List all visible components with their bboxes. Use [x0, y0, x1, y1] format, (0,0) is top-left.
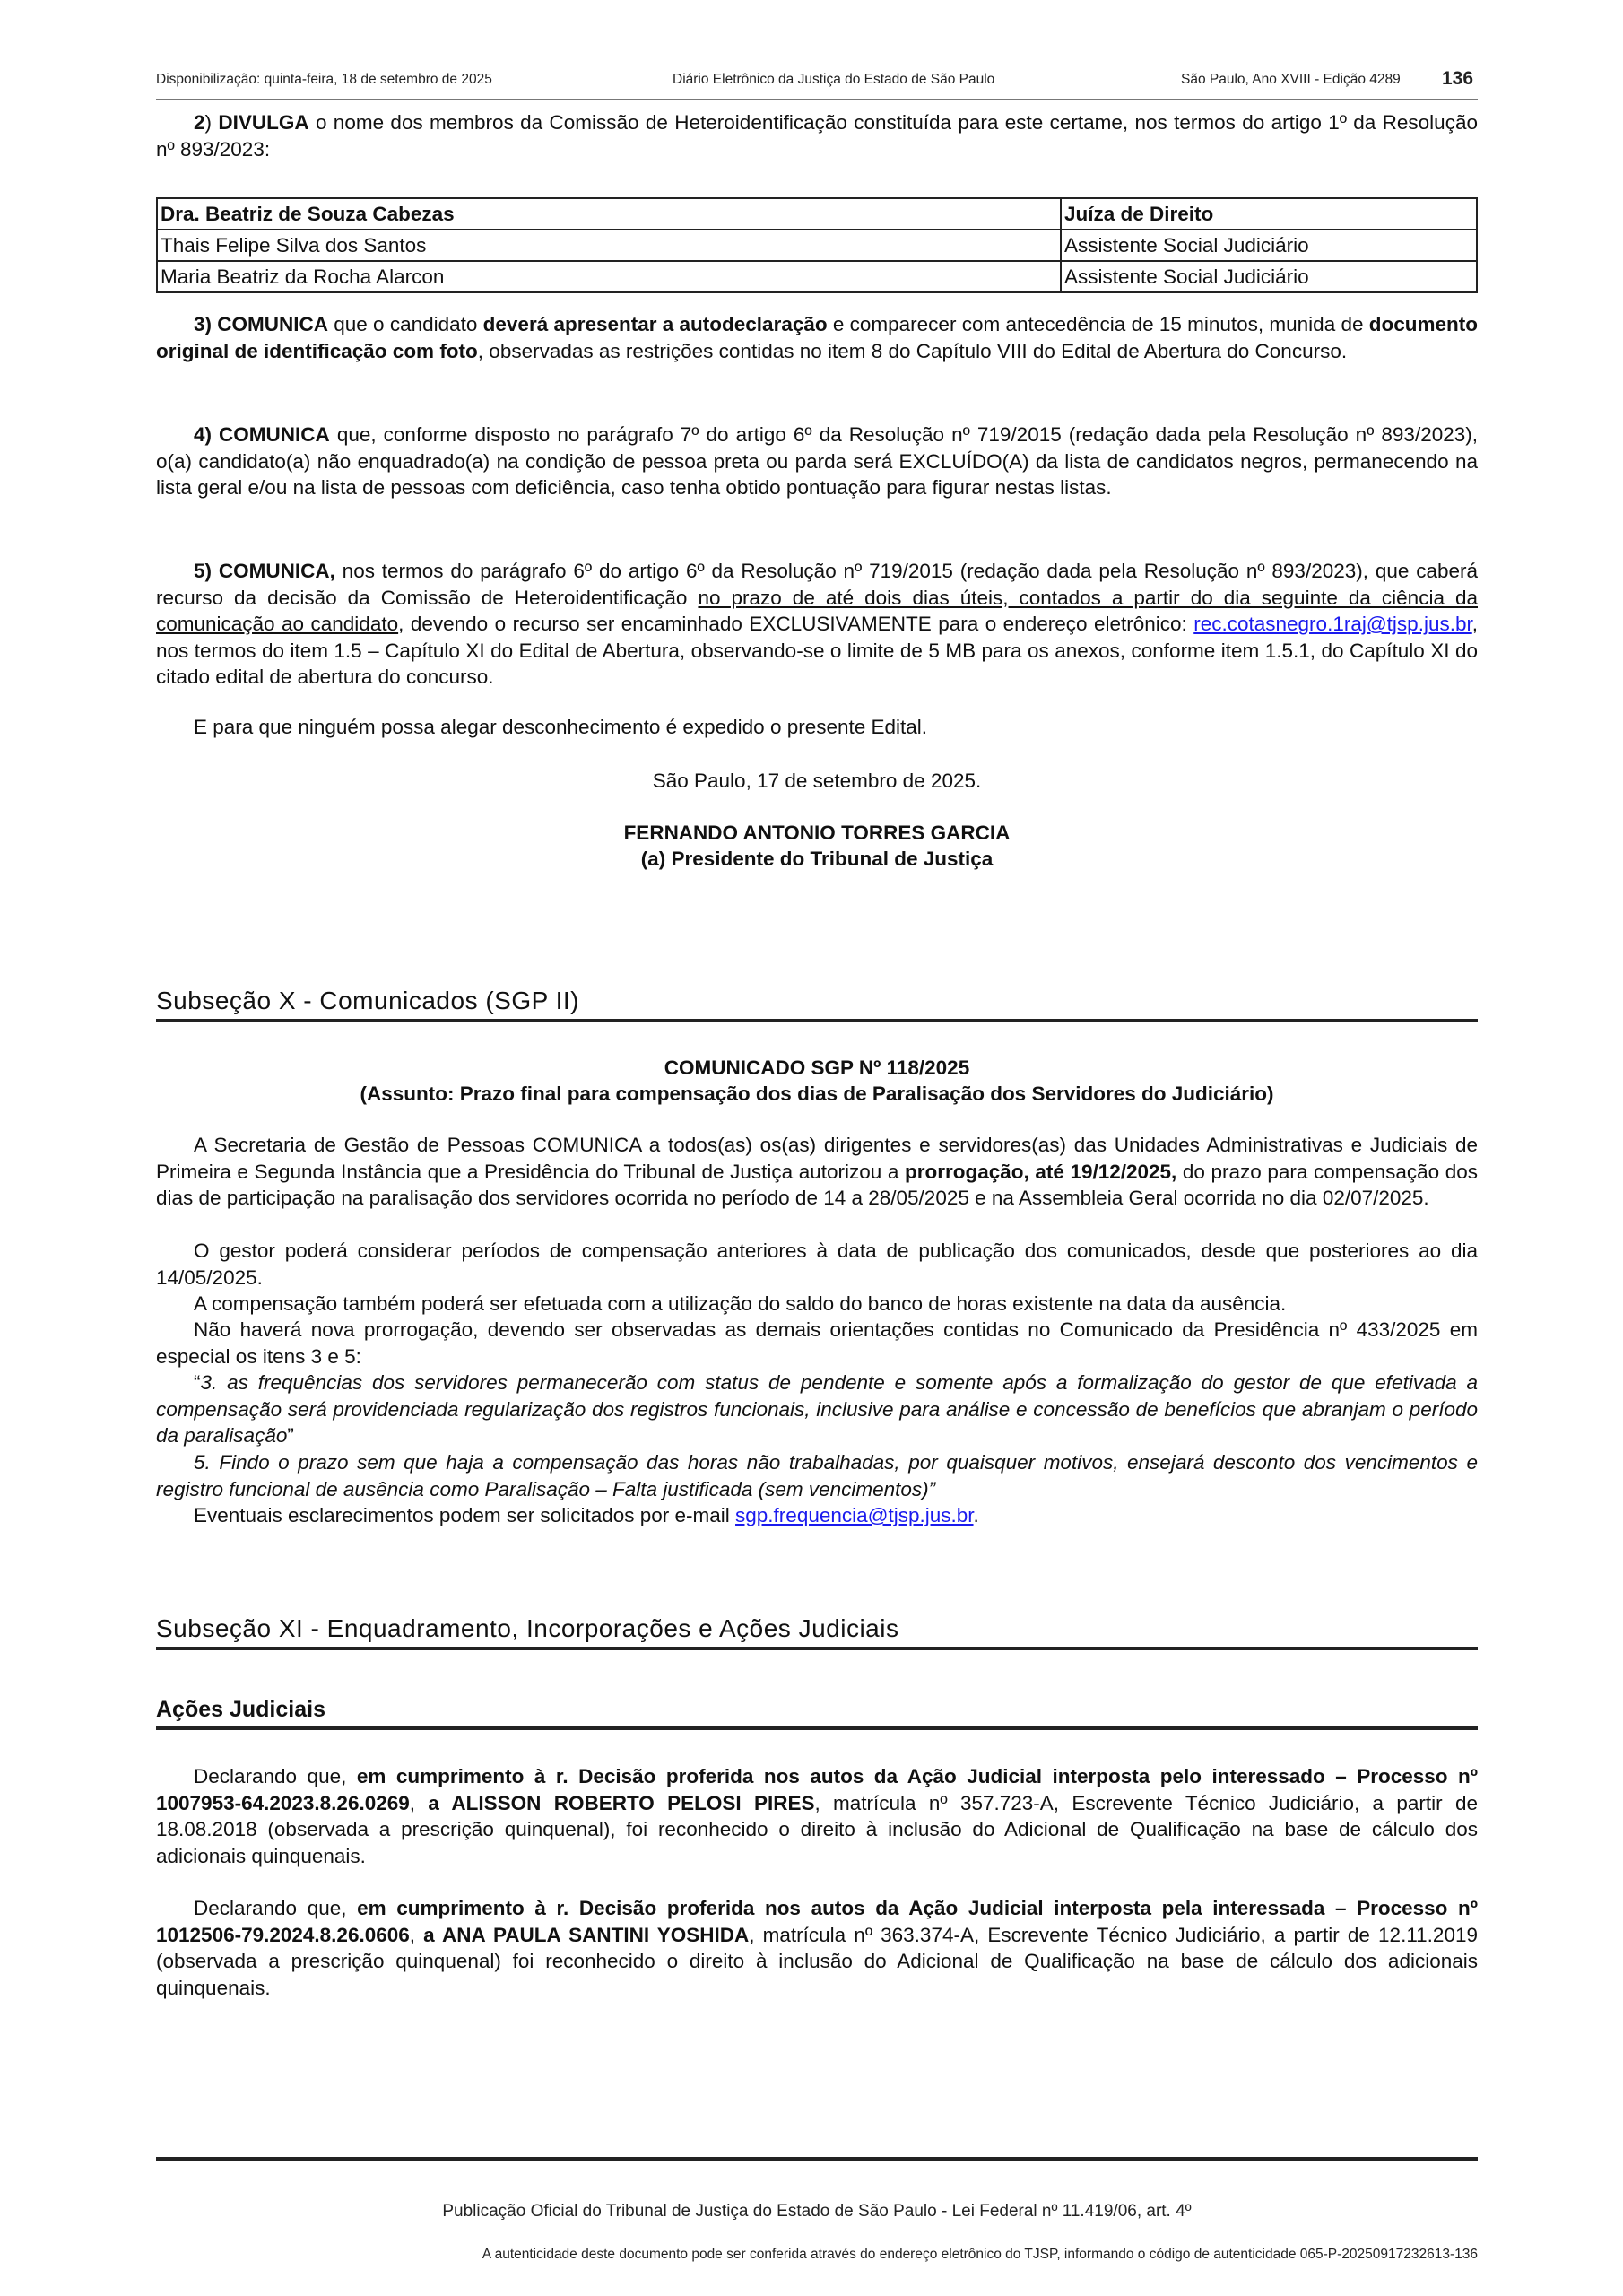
- item-3-text: , observadas as restrições contidas no item 8 do Capítulo VIII do Edital de Abertura do Concurso.: [477, 339, 1348, 362]
- quoted-item-3: [156, 1370, 1478, 1449]
- item-5-text: , nos termos do item 1.5 – Capítulo XI do Edital de Abertura, observando-se o limite de 5 MB para os anexos, conforme item 1.5.1, do Capítulo XI do citado edital de abertura do concurso.: [156, 613, 1478, 688]
- comunicado-paragraph-2: O gestor poderá considerar períodos de compensação anteriores à data de publicação dos comunicados, desde que posteriores ao dia 14/05/2025.: [156, 1239, 1478, 1289]
- item-2-verb: DIVULGA: [218, 111, 309, 134]
- paragraph-text: Declarando que,: [194, 1765, 357, 1787]
- table-row: [157, 198, 1477, 230]
- item-3-lead: 3) COMUNICA: [194, 313, 328, 335]
- comunicado-paragraph-3: A compensação também poderá ser efetuada com a utilização do saldo do banco de horas existente na data da ausência.: [194, 1292, 1287, 1315]
- paragraph-text: ,: [409, 1923, 424, 1946]
- paragraph-text: Eventuais esclarecimentos podem ser solicitados por e-mail: [194, 1504, 736, 1526]
- item-3-bold: deverá apresentar a autodeclaração: [482, 313, 828, 335]
- declaration-2: [156, 1895, 1478, 2001]
- comunicado-paragraph-4: Não haverá nova prorrogação, devendo ser observadas as demais orientações contidas no Comunicado da Presidência nº 433/2025 em especial os itens 3 e 5:: [156, 1318, 1478, 1368]
- paragraph-text: A Secretaria de Gestão de Pessoas COMUNICA a todos(as) os(as) dirigentes e servidores(as) das Unidades Administrativas e Judiciais de Primeira e Segunda Instância que a Presidência do Tribunal de Justiça autorizou a: [156, 1134, 1478, 1183]
- member-role: Assistente Social Judiciário: [1061, 230, 1477, 261]
- item-3-bold: documento original de identificação com foto: [156, 313, 1478, 362]
- quoted-item-5: 5. Findo o prazo sem que haja a compensação das horas não trabalhadas, por quaisquer motivos, ensejará desconto dos vencimentos e registro funcional de ausência como Paralisação – Falta justificada (sem vencimentos)”: [156, 1451, 1478, 1500]
- place-date: São Paulo, 17 de setembro de 2025.: [652, 770, 982, 792]
- paragraph-text: Declarando que,: [194, 1897, 358, 1919]
- page-header: [156, 68, 1478, 95]
- section-xi-title: Subseção XI - Enquadramento, Incorporações e Ações Judiciais: [156, 1614, 1478, 1650]
- publication-name: Diário Eletrônico da Justiça do Estado de São Paulo: [673, 72, 995, 87]
- item-4-text: que, conforme disposto no parágrafo 7º do artigo 6º da Resolução nº 719/2015 (redação dada pela Resolução nº 893/2023), o(a) candidato(a) não enquadrado(a) na condição de pessoa preta ou parda será EXCLUÍDO(A) da lista de candidatos negros, permanecendo na lista geral e/ou na lista de pessoas com deficiência, caso tenha obtido pontuação para figurar nestas listas.: [156, 423, 1478, 499]
- item-2-paragraph: [156, 109, 1478, 162]
- authenticity-note: A autenticidade deste documento pode ser conferida através do endereço eletrônico do TJSP, informando o código de autenticidade 065-P-20250917232613-136: [482, 2247, 1478, 2262]
- availability-date: Disponibilização: quinta-feira, 18 de setembro de 2025: [156, 72, 492, 87]
- section-x-title: Subseção X - Comunicados (SGP II): [156, 987, 1478, 1022]
- signer-title: (a) Presidente do Tribunal de Justiça: [640, 848, 994, 870]
- item-2-paren: ): [204, 111, 213, 134]
- member-role: Juíza de Direito: [1061, 198, 1477, 230]
- item-2-number: 2: [194, 111, 205, 134]
- member-role: Assistente Social Judiciário: [1061, 261, 1477, 292]
- item-4-paragraph: [156, 422, 1478, 501]
- item-5-text: , devendo o recurso ser encaminhado EXCLUSIVAMENTE para o endereço eletrônico:: [398, 613, 1194, 635]
- comunicado-subject: (Assunto: Prazo final para compensação dos dias de Paralisação dos Servidores do Judiciário): [360, 1083, 1274, 1105]
- decision-bold: em cumprimento à r. Decisão proferida nos autos da Ação Judicial interposta pela interessada – Processo nº 1012506-79.2024.8.26.0606: [156, 1897, 1478, 1946]
- extension-date-bold: prorrogação, até 19/12/2025,: [904, 1160, 1177, 1183]
- footer-divider: [156, 2157, 1478, 2161]
- closing-text: E para que ninguém possa alegar desconhecimento é expedido o presente Edital.: [194, 716, 928, 738]
- paragraph-text: do prazo para compensação dos dias de participação na paralisação dos servidores ocorrida no período de 14 a 28/05/2025 e na Assembleia Geral ocorrida no dia 02/07/2025.: [156, 1160, 1478, 1209]
- member-name: Thais Felipe Silva dos Santos: [157, 230, 1061, 261]
- table-row: [157, 261, 1477, 292]
- employee-name: a ALISSON ROBERTO PELOSI PIRES: [428, 1791, 815, 1814]
- item-3-text: que o candidato: [328, 313, 483, 335]
- employee-name: a ANA PAULA SANTINI YOSHIDA: [423, 1923, 750, 1946]
- paragraph-text: , matrícula nº 363.374-A, Escrevente Técnico Judiciário, a partir de 12.11.2019 (observada a prescrição quinquenal) foi reconhecido o direito à inclusão do Adicional de Qualificação na base de cálculo dos adicionais quinquenais.: [156, 1923, 1478, 1999]
- item-3-text: e comparecer com antecedência de 15 minutos, munida de: [827, 313, 1369, 335]
- declaration-1: [156, 1763, 1478, 1869]
- item-5-text: nos termos do parágrafo 6º do artigo 6º da Resolução nº 719/2015 (redação dada pela Resolução nº 893/2023), que caberá recurso da decisão da Comissão de Heteroidentificação: [156, 560, 1479, 609]
- page-number: 136: [1442, 68, 1474, 89]
- comunicado-paragraph-1: [156, 1132, 1478, 1212]
- member-name: Maria Beatriz da Rocha Alarcon: [157, 261, 1061, 292]
- close-quote: ”: [287, 1424, 294, 1447]
- comunicado-paragraph-5: [156, 1502, 1478, 1529]
- item-5-lead: 5) COMUNICA,: [194, 560, 335, 582]
- item-5-paragraph: [156, 558, 1478, 691]
- acoes-judiciais-heading: Ações Judiciais: [156, 1697, 1478, 1730]
- item-5-underlined: no prazo de até dois dias úteis, contados a partir do dia seguinte da ciência da comunicação ao candidato: [156, 586, 1478, 635]
- sgp-email-link[interactable]: sgp.frequencia@tjsp.jus.br: [735, 1504, 974, 1526]
- paragraph-text: , matrícula nº 357.723-A, Escrevente Técnico Judiciário, a partir de 18.08.2018 (observada a prescrição quinquenal), foi reconhecido o direito à inclusão do Adicional de Qualificação na base de cálculo dos adicionais quinquenais.: [156, 1791, 1478, 1867]
- item-3-paragraph: [156, 311, 1478, 364]
- paragraph-text: ,: [409, 1791, 429, 1814]
- recurso-email-link[interactable]: rec.cotasnegro.1raj@tjsp.jus.br: [1193, 613, 1472, 635]
- item-2-text: o nome dos membros da Comissão de Heteroidentificação constituída para este certame, nos termos do artigo 1º da Resolução nº 893/2023:: [156, 111, 1478, 161]
- paragraph-text: .: [973, 1504, 979, 1526]
- signer-name: FERNANDO ANTONIO TORRES GARCIA: [623, 822, 1011, 844]
- decision-bold: em cumprimento à r. Decisão proferida nos autos da Ação Judicial interposta pelo interessado – Processo nº 1007953-64.2023.8.26.0269: [156, 1765, 1478, 1814]
- table-row: [157, 230, 1477, 261]
- official-publication-note: Publicação Oficial do Tribunal de Justiça do Estado de São Paulo - Lei Federal nº 11.419/06, art. 4º: [442, 2202, 1192, 2221]
- commission-members-table: [156, 197, 1478, 293]
- item-4-lead: 4) COMUNICA: [194, 423, 330, 446]
- member-name: Dra. Beatriz de Souza Cabezas: [157, 198, 1061, 230]
- edition-info: São Paulo, Ano XVIII - Edição 4289: [1181, 72, 1401, 87]
- quote-text: 3. as frequências dos servidores permanecerão com status de pendente e somente após a formalização do gestor de que efetivada a compensação será providenciada regularização dos registros funcionais, inclusive para análise e concessão de benefícios que abranjam o período da paralisação: [156, 1371, 1478, 1447]
- open-quote: “: [194, 1371, 201, 1394]
- header-divider: [156, 99, 1478, 100]
- comunicado-title: COMUNICADO SGP Nº 118/2025: [664, 1057, 970, 1079]
